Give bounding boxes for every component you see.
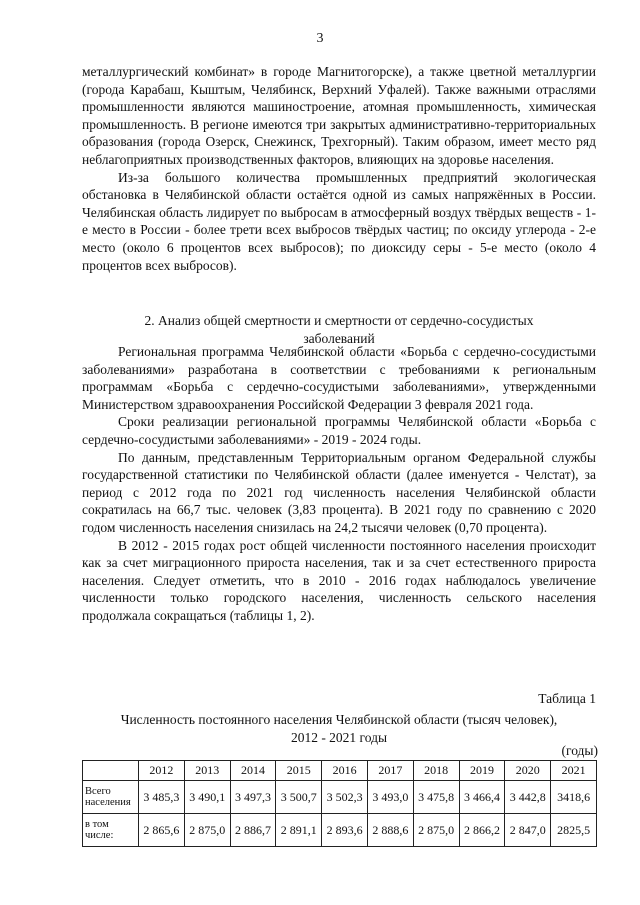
row-label: в том числе:	[83, 814, 139, 847]
table-row	[83, 781, 597, 814]
page-number: 3	[316, 31, 324, 46]
year-header: 2021	[551, 761, 597, 781]
table-cell: 3 475,8	[413, 781, 459, 814]
table-cell: 3 485,3	[139, 781, 185, 814]
year-header: 2020	[505, 761, 551, 781]
table-label: Таблица 1	[538, 691, 596, 706]
table-cell: 3 466,4	[459, 781, 505, 814]
header-empty-cell	[83, 761, 139, 781]
paragraph: Региональная программа Челябинской области «Борьба с сердечно-сосудистыми заболеваниями» разработана в соответствии с требованиями к региональным программам «Борьба с сердечно-сосудистыми заболеваниями», утвержденными Министерством здравоохранения Российской Федерации 3 февраля 2021 года.	[82, 344, 596, 412]
intro-text-block	[82, 63, 596, 274]
table-header-row	[83, 761, 597, 781]
row-label: Всего населения	[83, 781, 139, 814]
section-text-block	[82, 343, 596, 625]
year-header: 2018	[413, 761, 459, 781]
table-cell: 3 493,0	[367, 781, 413, 814]
table-cell: 3 502,3	[322, 781, 368, 814]
table-title	[82, 711, 596, 746]
paragraph: Сроки реализации региональной программы Челябинской области «Борьба с сердечно-сосудистыми заболеваниями» - 2019 - 2024 годы.	[82, 414, 596, 447]
table-cell: 2 888,6	[367, 814, 413, 847]
table-cell: 2 847,0	[505, 814, 551, 847]
table-cell: 2 886,7	[230, 814, 276, 847]
table-cell: 3 442,8	[505, 781, 551, 814]
table-cell: 2 866,2	[459, 814, 505, 847]
year-header: 2019	[459, 761, 505, 781]
section-heading-line: заболеваний	[303, 330, 375, 346]
table-cell: 2825,5	[551, 814, 597, 847]
population-table	[82, 760, 597, 847]
section-heading-line: 2. Анализ общей смертности и смертности от сердечно-сосудистых	[144, 313, 534, 328]
table-cell: 3418,6	[551, 781, 597, 814]
table-units: (годы)	[561, 743, 598, 758]
table-row	[83, 814, 597, 847]
year-header: 2012	[139, 761, 185, 781]
paragraph: Из-за большого количества промышленных предприятий экологическая обстановка в Челябинской области остаётся одной из самых напряжённых в России. Челябинская область лидирует по выбросам в атмосферный воздух твёрдых веществ - 1-е место в России - более трети всех выбросов твёрдых частиц; по оксиду углерода - 2-е место (около 6 процентов всех выбросов); по диоксиду серы - 5-е место (около 4 процентов всех выбросов).	[82, 169, 596, 273]
table-cell: 3 490,1	[184, 781, 230, 814]
paragraph: В 2012 - 2015 годах рост общей численности постоянного населения происходит как за счет миграционного прироста населения, так и за счет естественного прироста населения. Следует отметить, что в 2010 - 2016 годах наблюдалось увеличение численности только городского населения, численность сельского населения продолжала сокращаться (таблицы 1, 2).	[82, 537, 596, 623]
year-header: 2014	[230, 761, 276, 781]
year-header: 2013	[184, 761, 230, 781]
paragraph: металлургический комбинат» в городе Магнитогорске), а также цветной металлургии (города Карабаш, Кыштым, Челябинск, Верхний Уфалей). Также важными отраслями промышленности являются машиностроение, атомная промышленность, химическая промышленность. В регионе имеются три закрытых административно-территориальных образования (города Озерск, Снежинск, Трехгорный). Таким образом, имеет место ряд неблагоприятных производственных факторов, влияющих на здоровье населения.	[82, 64, 596, 167]
year-header: 2017	[367, 761, 413, 781]
table-cell: 2 875,0	[184, 814, 230, 847]
table-cell: 2 865,6	[139, 814, 185, 847]
paragraph: По данным, представленным Территориальным органом Федеральной службы государственной статистики по Челябинской области (далее именуется - Челстат), за период с 2012 года по 2021 год численность населения Челябинской области сократилась на 66,7 тыс. человек (3,83 процента). В 2021 году по сравнению с 2020 годом численность населения снизилась на 24,2 тысячи человек (0,70 процента).	[82, 449, 596, 535]
table-cell: 3 497,3	[230, 781, 276, 814]
table-cell: 3 500,7	[276, 781, 322, 814]
table-cell: 2 891,1	[276, 814, 322, 847]
year-header: 2015	[276, 761, 322, 781]
table-cell: 2 893,6	[322, 814, 368, 847]
table-title-line: Численность постоянного населения Челябинской области (тысяч человек),	[120, 712, 558, 727]
table-cell: 2 875,0	[413, 814, 459, 847]
table-title-line: 2012 - 2021 годы	[290, 729, 388, 745]
section-heading	[82, 312, 596, 347]
year-header: 2016	[322, 761, 368, 781]
